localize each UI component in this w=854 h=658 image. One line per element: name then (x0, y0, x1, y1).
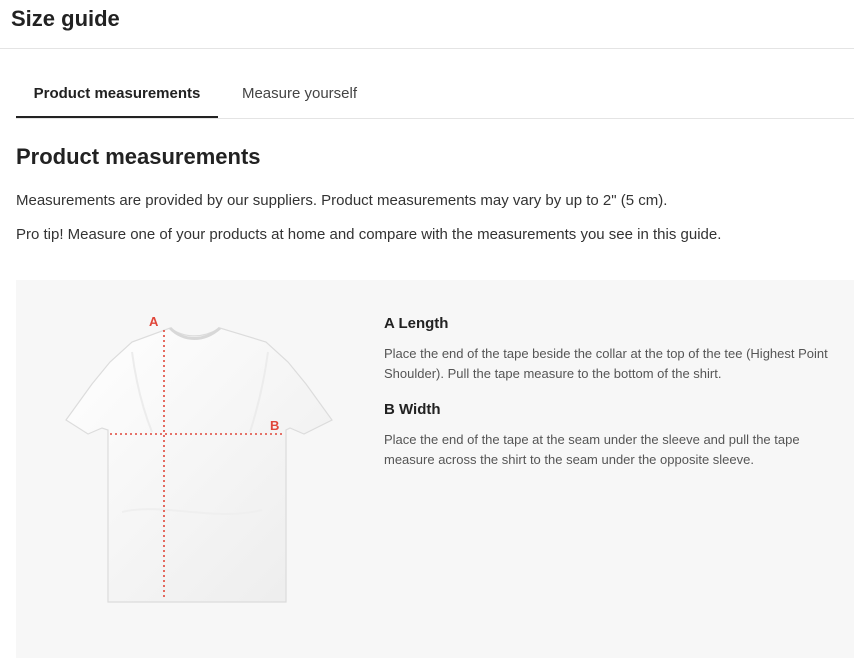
marker-a: A (149, 314, 159, 329)
width-title: B Width (384, 401, 441, 418)
supplier-note: Measurements are provided by our suppliers. Product measurements may vary by up to 2" (5 cm). (16, 192, 668, 209)
tshirt-image (66, 328, 332, 602)
tab-measure-yourself[interactable]: Measure yourself (241, 85, 358, 102)
marker-b: B (270, 418, 280, 433)
width-description: Place the end of the tape at the seam under the sleeve and pull the tape measure across the shirt to the seam under the opposite sleeve. (384, 432, 800, 467)
section-title: Product measurements (16, 144, 261, 169)
pro-tip: Pro tip! Measure one of your products at home and compare with the measurements you see in this guide. (16, 226, 722, 243)
header (0, 0, 854, 49)
tshirt-diagram (62, 312, 346, 604)
measurement-panel (16, 280, 854, 658)
measurement-length (384, 315, 844, 384)
page-title: Size guide (11, 6, 120, 31)
tab-bar (16, 70, 854, 119)
measurement-width (384, 401, 844, 470)
tab-product-measurements[interactable]: Product measurements (16, 70, 218, 118)
length-description: Place the end of the tape beside the collar at the top of the tee (Highest Point Shoulder). Pull the tape measure to the bottom of the shirt. (384, 346, 828, 381)
length-title: A Length (384, 315, 449, 332)
